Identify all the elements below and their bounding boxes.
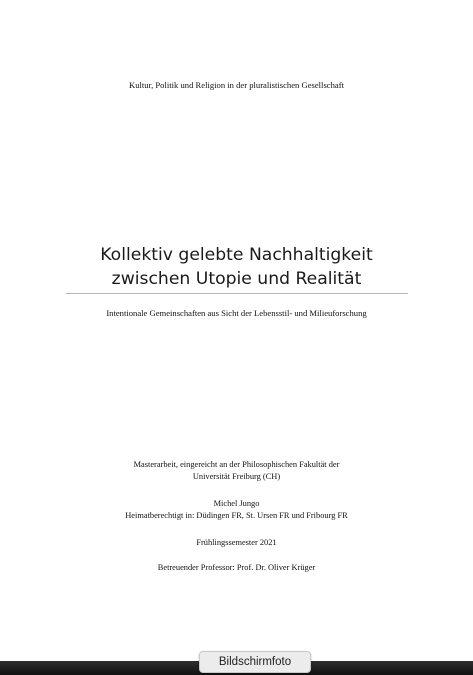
author-name: Michel Jungo [213, 499, 260, 508]
author-info [0, 498, 473, 521]
title-line-1: Kollektiv gelebte Nachhaltigkeit [100, 245, 373, 265]
semester: Frühlingssemester 2021 [196, 538, 277, 547]
subtitle: Intentionale Gemeinschaften aus Sicht der Lebensstil- und Milieuforschung [106, 308, 367, 318]
submission-line-2: Universität Freiburg (CH) [192, 471, 281, 481]
supervisor: Betreuender Professor: Prof. Dr. Oliver Krüger [157, 563, 316, 572]
author-origin: Heimatberechtigt in: Düdingen FR, St. Ursen FR und Fribourg FR [125, 510, 348, 520]
screenshot-tooltip: Bildschirmfoto [199, 651, 311, 673]
title-line-2: zwischen Utopie und Realität [111, 269, 362, 289]
title-divider [66, 293, 408, 294]
submission-line-1: Masterarbeit, eingereicht an der Philosophischen Fakultät der [133, 460, 340, 469]
series-title: Kultur, Politik und Religion in der pluralistischen Gesellschaft [129, 80, 344, 90]
submission-info [0, 459, 473, 482]
page-title [0, 243, 473, 291]
